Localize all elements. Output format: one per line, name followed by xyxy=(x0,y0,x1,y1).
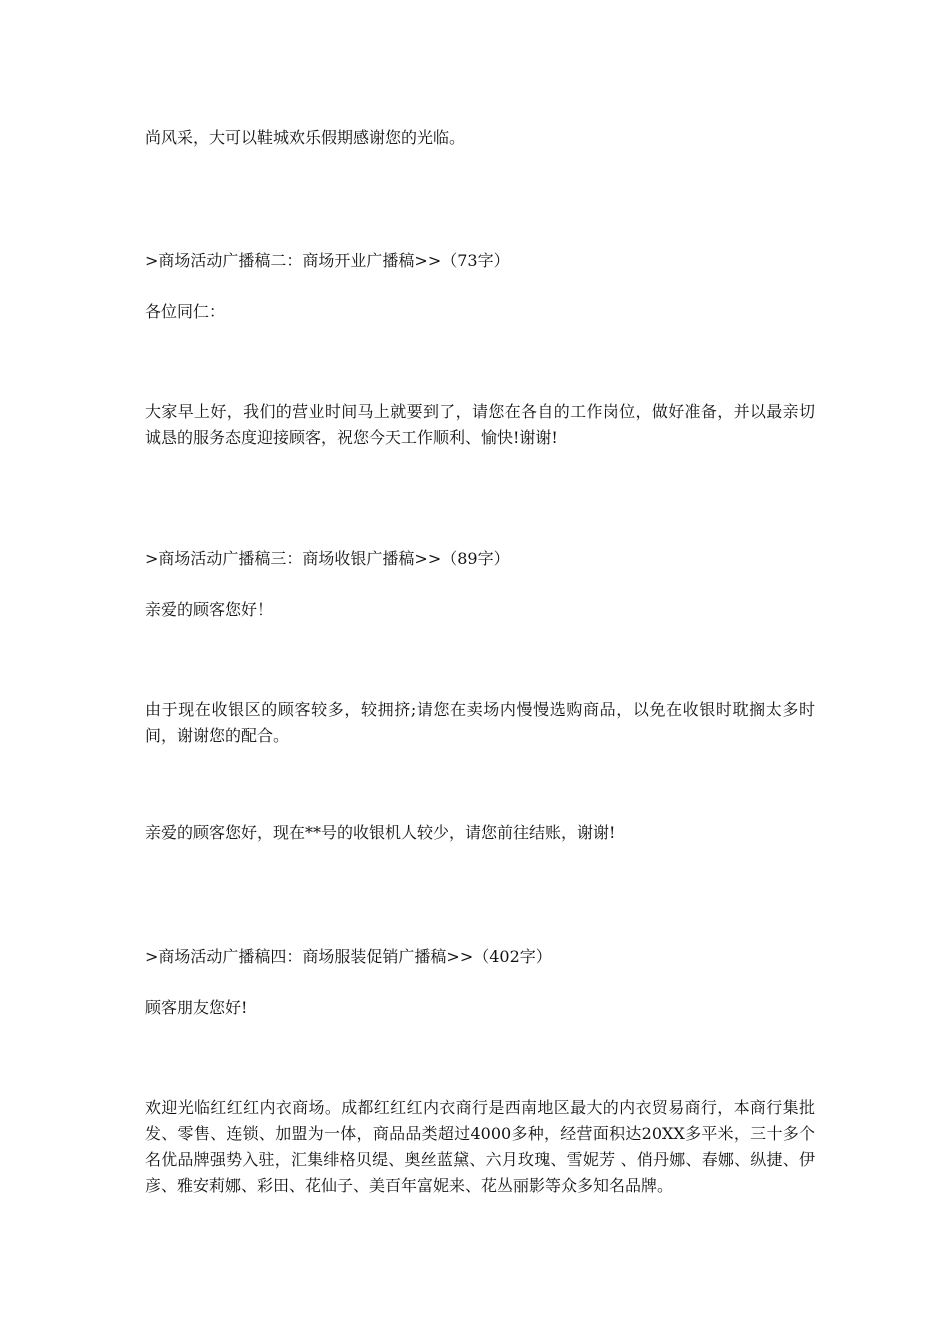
section-heading-2: >商场活动广播稿二：商场开业广播稿>>（73字） xyxy=(145,251,510,270)
body-paragraph-2: 大家早上好，我们的营业时间马上就要到了，请您在各自的工作岗位，做好准备，并以最亲切诚恳的服务态度迎接顾客，祝您今天工作顺利、愉快!谢谢! xyxy=(145,402,815,447)
section-heading-4: >商场活动广播稿四：商场服装促销广播稿>>（402字） xyxy=(145,947,552,966)
section-heading-3: >商场活动广播稿三：商场收银广播稿>>（89字） xyxy=(145,549,510,568)
greeting-2: 各位同仁： xyxy=(145,302,226,321)
body-paragraph-3b: 亲爱的顾客您好，现在**号的收银机人较少，请您前往结账，谢谢! xyxy=(145,823,616,842)
body-paragraph-4: 欢迎光临红红红内衣商场。成都红红红内衣商行是西南地区最大的内衣贸易商行，本商行集批发、零售、连锁、加盟为一体，商品品类超过4000多种，经营面积达20XX多平米，三十多个名优品牌强势入驻，汇集绯格贝缇、奥丝蓝黛、六月玫瑰、雪妮芳 、俏丹娜、春娜、纵捷、伊彦、雅安莉娜、彩田、花仙子、美百年富妮来、花丛丽影等众多知名品牌。 xyxy=(145,1098,815,1195)
greeting-3: 亲爱的顾客您好！ xyxy=(145,600,274,619)
intro-closing-line: 尚风采，大可以鞋城欢乐假期感谢您的光临。 xyxy=(145,128,466,147)
body-paragraph-3a: 由于现在收银区的顾客较多，较拥挤;请您在卖场内慢慢选购商品，以免在收银时耽搁太多时间，谢谢您的配合。 xyxy=(145,700,815,745)
greeting-4: 顾客朋友您好! xyxy=(145,998,248,1017)
